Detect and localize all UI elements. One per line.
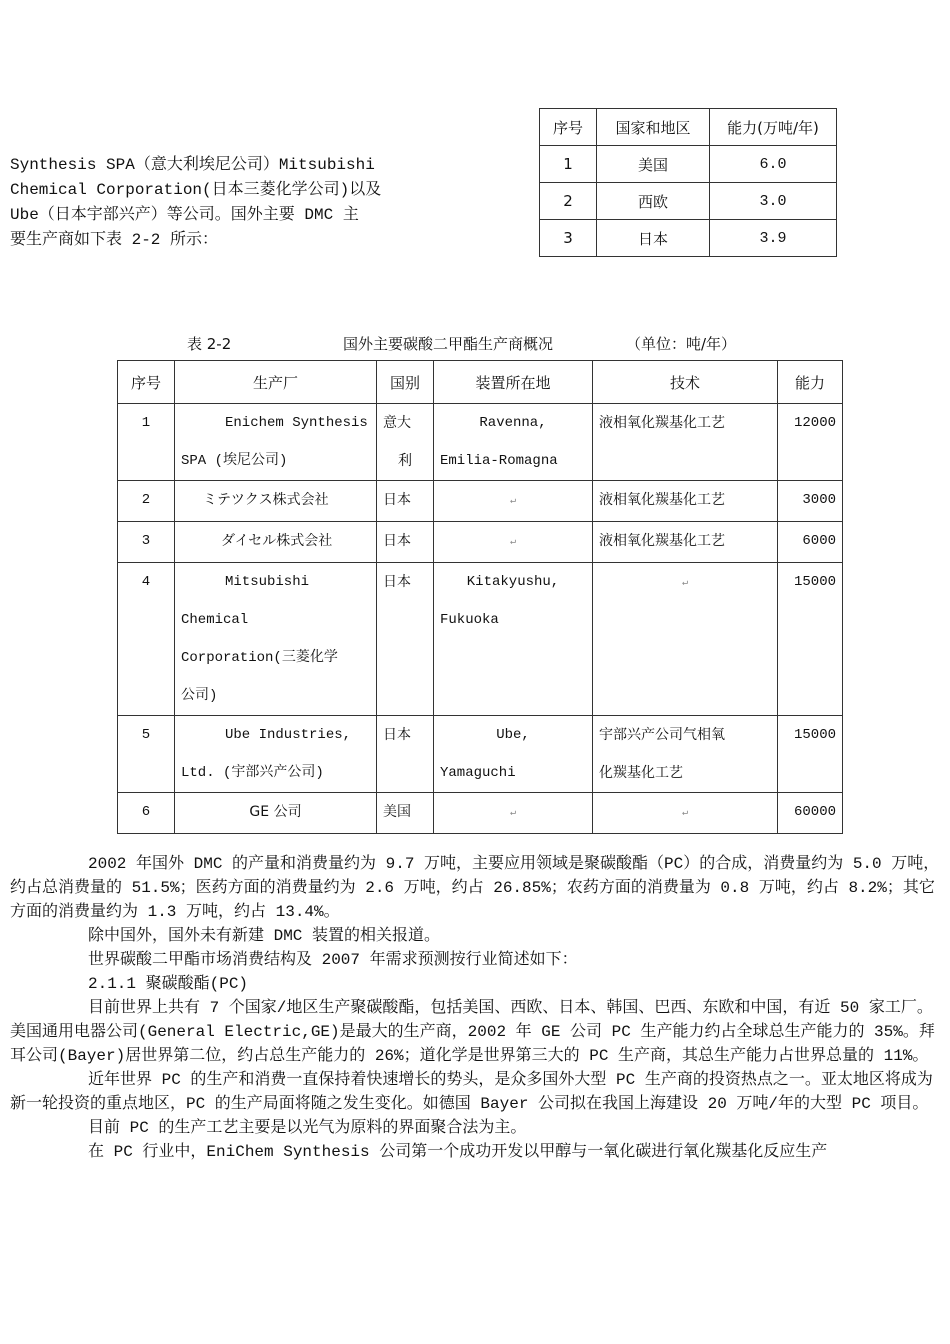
table-row — [118, 716, 843, 793]
row-number: 3 — [118, 522, 175, 563]
capacity-cell: 15000 — [778, 716, 843, 793]
tech-cell: 液相氧化羰基化工艺 — [593, 522, 778, 563]
paragraph: 世界碳酸二甲酯市场消费结构及 2007 年需求预测按行业简述如下： — [88, 951, 578, 969]
table-cell: 1 — [540, 146, 597, 183]
table-caption-unit: （单位：吨/年） — [626, 335, 737, 353]
location-cell — [434, 404, 593, 481]
row-number: 6 — [118, 793, 175, 834]
table-cell: 美国 — [597, 146, 710, 183]
location-line: Yamaguchi — [440, 765, 516, 781]
plant-line: 公司) — [181, 688, 218, 704]
capacity-table-header — [540, 109, 837, 146]
table-row — [540, 220, 837, 257]
plant-line: Ltd. (宇部兴产公司) — [181, 765, 324, 781]
location-line: Emilia-Romagna — [440, 453, 558, 469]
header-cell: 能力(万吨/年) — [710, 109, 837, 146]
plant-line: Mitsubishi — [225, 574, 310, 590]
table-row — [118, 793, 843, 834]
location-cell — [434, 716, 593, 793]
table-cell: 西欧 — [597, 183, 710, 220]
location-line: Ravenna, — [479, 415, 547, 431]
plant-line: SPA (埃尼公司) — [181, 453, 288, 469]
table-row — [118, 404, 843, 481]
header-cell: 序号 — [118, 361, 175, 404]
table-row — [118, 522, 843, 563]
table-row — [540, 146, 837, 183]
table-row — [540, 183, 837, 220]
intro-line: 要生产商如下表 2-2 所示： — [10, 231, 219, 249]
country-cell: 美国 — [377, 793, 434, 834]
header-cell: 装置所在地 — [434, 361, 593, 404]
paragraph: 2002 年国外 DMC 的产量和消费量约为 9.7 万吨，主要应用领域是聚碳酸酯（PC）的合成，消费量约为 5.0 万吨，约占总消费量的 51.5%；医药方面的消费量约为 2.6 万吨，约占 26.85%；农药方面的消费量为 0.8 万吨，约占 8.2%；其它方面的消费量约为 1.3 万吨，约占 13.4%。 — [10, 855, 940, 921]
table-cell: 6.0 — [710, 146, 837, 183]
country-cell: 日本 — [377, 563, 434, 716]
plant-cell — [175, 404, 377, 481]
paragraph: 在 PC 行业中，EniChem Synthesis 公司第一个成功开发以甲醇与一氧化碳进行氧化羰基化反应生产 — [88, 1143, 828, 1161]
tech-cell: 液相氧化羰基化工艺 — [593, 481, 778, 522]
header-cell: 能力 — [778, 361, 843, 404]
intro-line: Ube（日本宇部兴产）等公司。国外主要 DMC 主 — [10, 206, 359, 224]
country-cell: 日本 — [377, 716, 434, 793]
capacity-cell: 6000 — [778, 522, 843, 563]
table-cell: 3.0 — [710, 183, 837, 220]
producer-table-header — [118, 361, 843, 404]
table-cell: 3 — [540, 220, 597, 257]
paragraph: 近年世界 PC 的生产和消费一直保持着快速增长的势头，是众多国外大型 PC 生产商的投资热点之一。亚太地区将成为新一轮投资的重点地区，PC 的生产局面将随之发生变化。如德国 Bayer 公司拟在我国上海建设 20 万吨/年的大型 PC 项目。 — [10, 1071, 933, 1113]
country-cell: 日本 — [377, 481, 434, 522]
intro-line: Synthesis SPA（意大利埃尼公司）Mitsubishi — [10, 156, 375, 174]
location-line: Kitakyushu, — [466, 574, 560, 590]
location-cell — [434, 563, 593, 716]
intro-paragraph — [10, 153, 420, 253]
header-cell: 技术 — [593, 361, 778, 404]
location-cell: ↵ — [434, 481, 593, 522]
capacity-cell: 60000 — [778, 793, 843, 834]
capacity-table — [539, 108, 837, 257]
capacity-cell: 12000 — [778, 404, 843, 481]
header-cell: 国家和地区 — [597, 109, 710, 146]
plant-line: Ube Industries, — [225, 727, 352, 743]
producer-table — [117, 360, 843, 834]
location-cell: ↵ — [434, 522, 593, 563]
table-caption-label: 表 2-2 — [187, 335, 232, 353]
intro-line: Chemical Corporation(日本三菱化学公司)以及 — [10, 181, 382, 199]
header-cell: 序号 — [540, 109, 597, 146]
plant-cell: ダイセル株式会社 — [175, 522, 377, 563]
row-number: 5 — [118, 716, 175, 793]
plant-cell — [175, 716, 377, 793]
header-cell: 生产厂 — [175, 361, 377, 404]
tech-line: 宇部兴产公司气相氧 — [599, 727, 725, 743]
capacity-cell: 3000 — [778, 481, 843, 522]
table-row — [118, 481, 843, 522]
tech-cell: ↵ — [593, 563, 778, 716]
table-caption-title: 国外主要碳酸二甲酯生产商概况 — [343, 335, 554, 353]
table-cell: 日本 — [597, 220, 710, 257]
tech-cell: ↵ — [593, 793, 778, 834]
tech-cell: 液相氧化羰基化工艺 — [593, 404, 778, 481]
table-cell: 2 — [540, 183, 597, 220]
location-cell: ↵ — [434, 793, 593, 834]
tech-cell — [593, 716, 778, 793]
plant-line: Chemical — [181, 612, 249, 628]
row-number: 1 — [118, 404, 175, 481]
row-number: 2 — [118, 481, 175, 522]
paragraph: 目前世界上共有 7 个国家/地区生产聚碳酸酯，包括美国、西欧、日本、韩国、巴西、东欧和中国，有近 50 家工厂。美国通用电器公司(General Electric,GE)是最大的生产商，2002 年 GE 公司 PC 生产能力约占全球总生产能力的 35%。拜耳公司(Bayer)居世界第二位，约占总生产能力的 26%；道化学是世界第三大的 PC 生产商，其总生产能力占世界总量的 11%。 — [10, 999, 935, 1065]
capacity-cell: 15000 — [778, 563, 843, 716]
table-cell: 3.9 — [710, 220, 837, 257]
table-row — [118, 563, 843, 716]
plant-line: Corporation(三菱化学 — [181, 650, 338, 666]
plant-cell: GE 公司 — [175, 793, 377, 834]
header-cell: 国别 — [377, 361, 434, 404]
plant-cell — [175, 563, 377, 716]
country-cell: 日本 — [377, 522, 434, 563]
paragraph: 除中国外，国外未有新建 DMC 装置的相关报道。 — [88, 927, 441, 945]
paragraph: 目前 PC 的生产工艺主要是以光气为原料的界面聚合法为主。 — [88, 1119, 527, 1137]
country-line: 利 — [398, 453, 412, 469]
tech-line: 化羰基化工艺 — [599, 765, 683, 781]
body-text — [10, 852, 940, 1164]
section-heading: 2.1.1 聚碳酸酯(PC) — [88, 975, 249, 993]
plant-line: Enichem Synthesis — [225, 415, 368, 431]
location-line: Ube, — [496, 727, 530, 743]
row-number: 4 — [118, 563, 175, 716]
country-line: 意大 — [383, 415, 411, 431]
plant-cell: ミテツクス株式会社 — [175, 481, 377, 522]
country-cell — [377, 404, 434, 481]
location-line: Fukuoka — [440, 612, 499, 628]
